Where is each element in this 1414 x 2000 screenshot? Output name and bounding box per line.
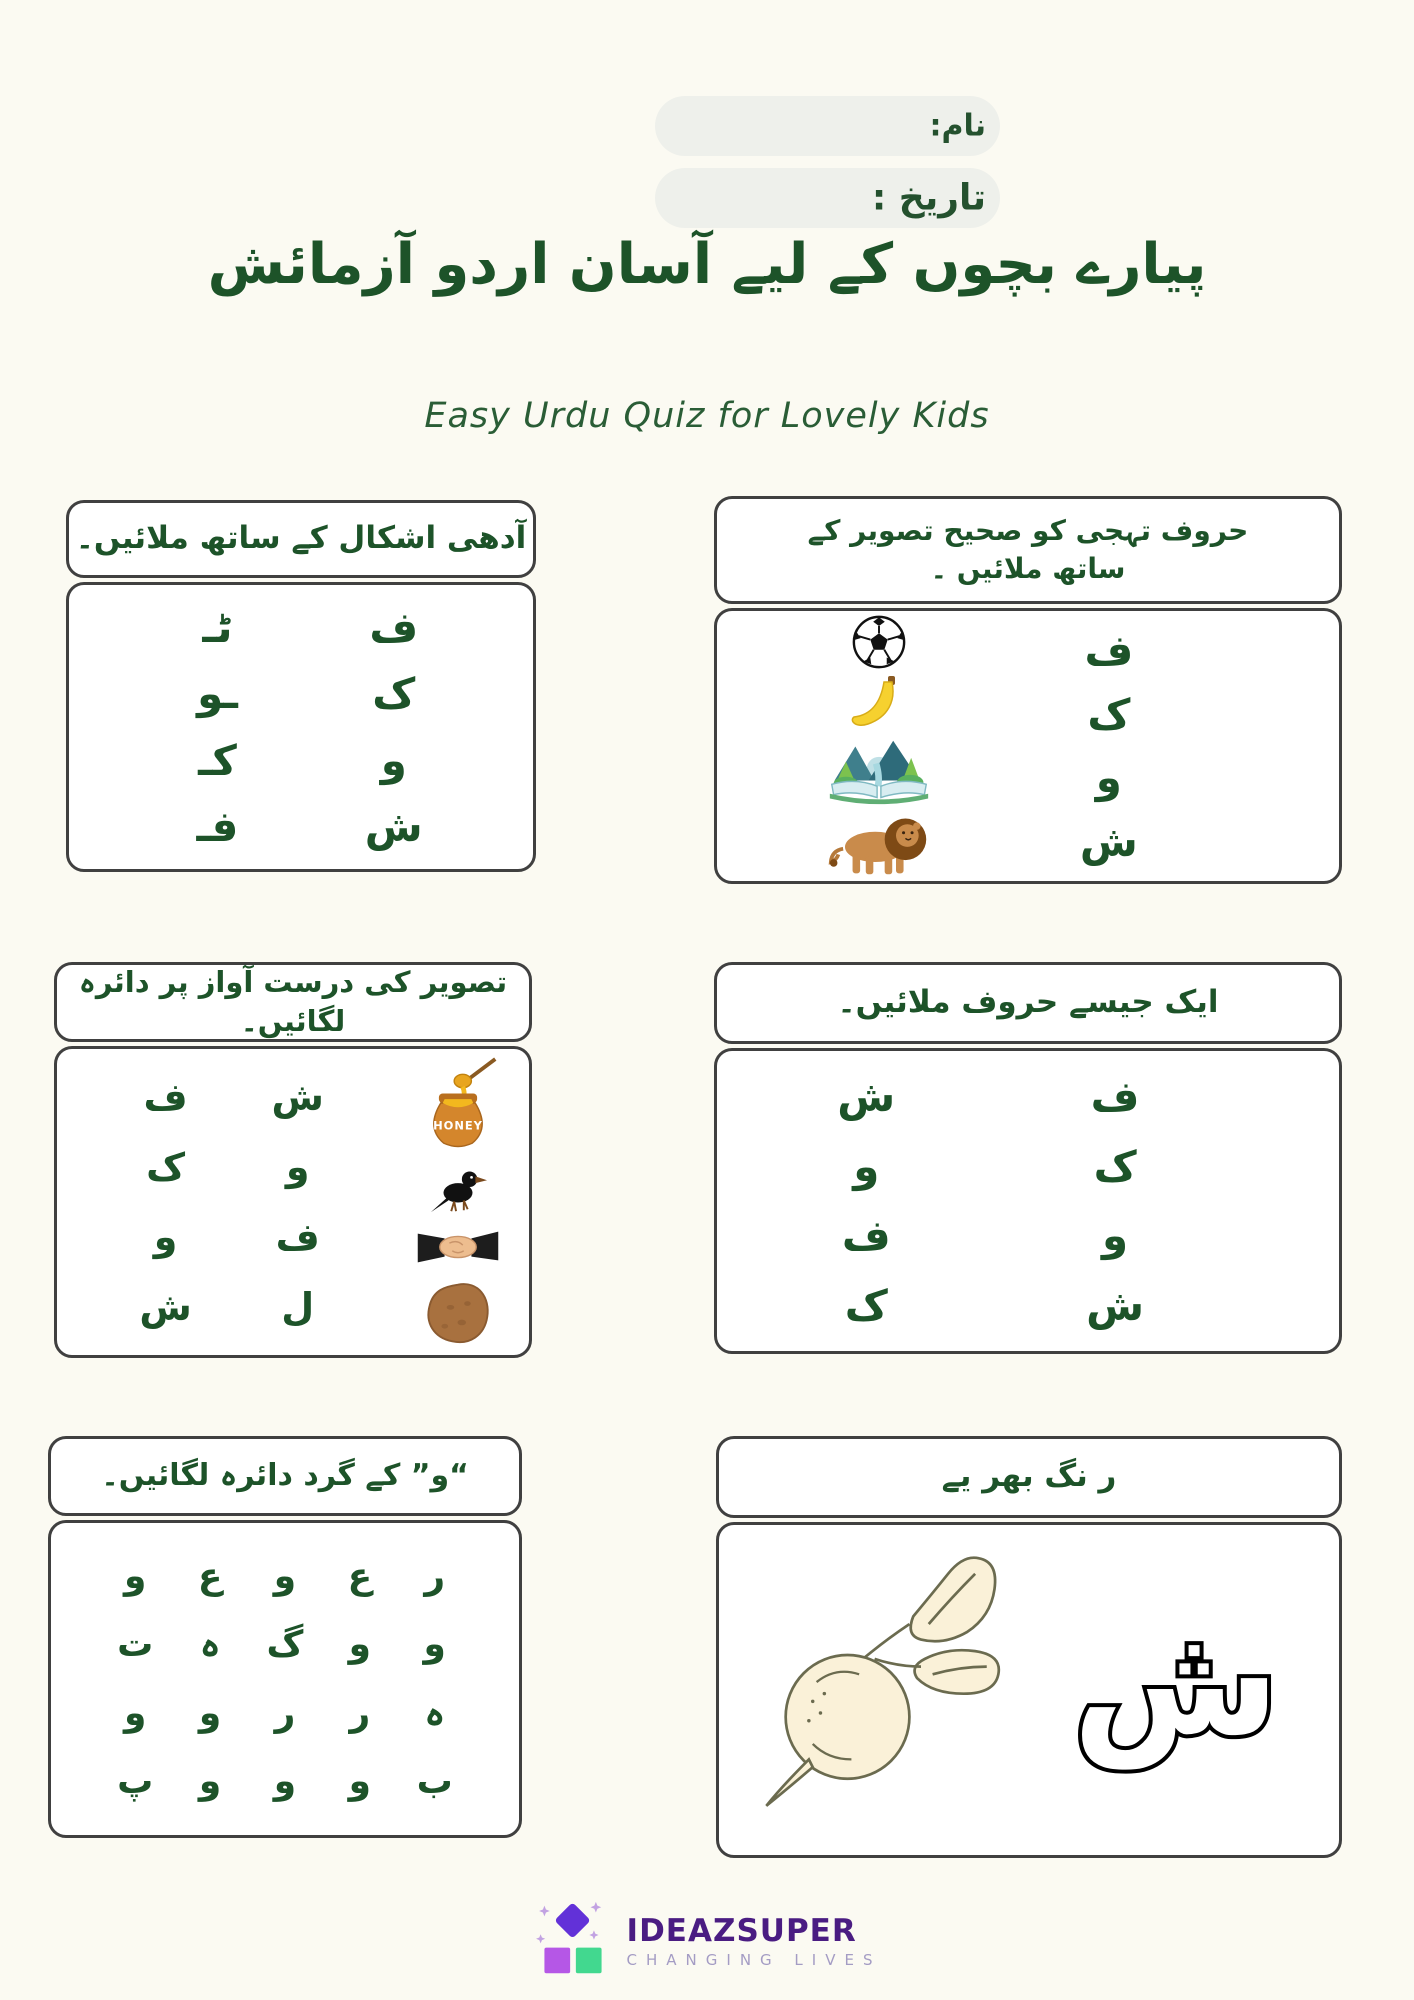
grid-letter: و bbox=[198, 1692, 222, 1734]
grid-letter: ب bbox=[416, 1761, 453, 1803]
grid-letter: ر bbox=[274, 1692, 296, 1734]
section-match-letter-picture bbox=[714, 496, 1342, 884]
match-letter: ش bbox=[1086, 1281, 1145, 1331]
left-letters-column bbox=[792, 1051, 941, 1351]
target-letter: ک bbox=[1087, 689, 1131, 739]
name-label: نام: bbox=[929, 108, 986, 144]
grid-letter: و bbox=[124, 1692, 147, 1734]
grid-letter: ع bbox=[347, 1555, 373, 1597]
full-letter: ش bbox=[364, 802, 423, 852]
grid-letter: و bbox=[124, 1555, 147, 1597]
outline-letter bbox=[1061, 1575, 1291, 1785]
section-title: ر نگ بھر یے bbox=[716, 1436, 1342, 1518]
section-title: حروف تہجی کو صحیح تصویر کے ساتھ ملائیں ۔ bbox=[714, 496, 1342, 604]
footer-brand bbox=[0, 1898, 1414, 1984]
section-match-same-letters bbox=[714, 962, 1342, 1354]
brand-tagline: CHANGING LIVES bbox=[626, 1951, 882, 1969]
date-label: تاریخ : bbox=[871, 177, 986, 219]
grid-letter: ہ bbox=[199, 1624, 221, 1666]
handshake-image bbox=[417, 1224, 499, 1270]
match-letter: ف bbox=[841, 1211, 891, 1261]
section-body bbox=[48, 1520, 522, 1838]
half-shape-letter: ٹـ bbox=[202, 602, 233, 652]
section-body bbox=[714, 1048, 1342, 1354]
full-letter: ک bbox=[372, 669, 416, 719]
turnip-coloring-image bbox=[747, 1539, 1037, 1829]
half-shape-letter: فـ bbox=[196, 802, 239, 852]
page-title: پیارے بچوں کے لیے آسان اردو آزمائش bbox=[207, 232, 1207, 297]
match-letter: و bbox=[853, 1141, 880, 1191]
brand-logo-icon bbox=[533, 1898, 613, 1984]
letters-column bbox=[1053, 611, 1165, 881]
pictures-column bbox=[767, 611, 991, 881]
right-letters-column bbox=[1040, 1051, 1189, 1351]
grid-letter: و bbox=[198, 1761, 222, 1803]
target-letter: و bbox=[1095, 753, 1122, 803]
section-body bbox=[66, 582, 536, 872]
section-body bbox=[714, 608, 1342, 884]
full-letter: ف bbox=[369, 602, 419, 652]
option-column-middle bbox=[255, 1049, 340, 1355]
date-input[interactable] bbox=[655, 168, 1000, 228]
page-subtitle: Easy Urdu Quiz for Lovely Kids bbox=[424, 396, 990, 436]
option-letter: ف bbox=[275, 1215, 320, 1259]
crow-image bbox=[427, 1158, 489, 1216]
section-body bbox=[54, 1046, 532, 1358]
grid-letter: پ bbox=[117, 1761, 154, 1803]
banana-image bbox=[846, 673, 912, 733]
brand-name: IDEAZSUPER bbox=[626, 1913, 857, 1949]
lion-image bbox=[826, 811, 932, 879]
section-title: تصویر کی درست آواز پر دائرہ لگائیں۔ bbox=[54, 962, 532, 1042]
section-title: “و” کے گرد دائرہ لگائیں۔ bbox=[48, 1436, 522, 1516]
option-letter: ک bbox=[146, 1145, 186, 1189]
target-letter: ف bbox=[1084, 625, 1134, 675]
match-letter: ف bbox=[1090, 1071, 1140, 1121]
section-fill-color bbox=[716, 1436, 1342, 1858]
grid-letter: و bbox=[348, 1761, 372, 1803]
option-column-left bbox=[123, 1049, 208, 1355]
potato-image bbox=[420, 1279, 496, 1347]
section-title: ایک جیسے حروف ملائیں۔ bbox=[714, 962, 1342, 1044]
option-letter: ف bbox=[143, 1075, 188, 1119]
grid-letter: ت bbox=[117, 1624, 154, 1666]
match-letter: و bbox=[1102, 1211, 1129, 1261]
honey-pot-image bbox=[415, 1057, 501, 1149]
grid-letter: و bbox=[273, 1761, 297, 1803]
valley-book-image bbox=[827, 735, 931, 809]
section-body bbox=[716, 1522, 1342, 1858]
grid-letter: و bbox=[348, 1624, 372, 1666]
full-letters-column bbox=[329, 585, 459, 869]
section-circle-correct-sound bbox=[54, 962, 532, 1358]
letter-grid bbox=[98, 1542, 472, 1817]
match-letter: ک bbox=[844, 1281, 888, 1331]
grid-letter: ہ bbox=[424, 1692, 446, 1734]
half-shapes-column bbox=[153, 585, 283, 869]
option-letter: و bbox=[285, 1145, 310, 1189]
section-circle-waw bbox=[48, 1436, 522, 1838]
half-shape-letter: ـو bbox=[197, 669, 238, 719]
grid-letter: ر bbox=[424, 1555, 446, 1597]
outline-letter-glyph: ش bbox=[1072, 1595, 1280, 1769]
option-letter: و bbox=[153, 1215, 178, 1259]
match-letter: ک bbox=[1093, 1141, 1137, 1191]
full-letter: و bbox=[380, 735, 407, 785]
grid-letter: ر bbox=[349, 1692, 371, 1734]
grid-letter: و bbox=[423, 1624, 446, 1666]
option-letter: ش bbox=[139, 1285, 192, 1329]
half-shape-letter: کـ bbox=[198, 735, 237, 785]
grid-letter: و bbox=[273, 1555, 297, 1597]
option-letter: ش bbox=[271, 1075, 324, 1119]
pictures-column bbox=[397, 1049, 520, 1355]
section-title: آدھی اشکال کے ساتھ ملائیں۔ bbox=[66, 500, 536, 578]
football-image bbox=[850, 613, 908, 671]
option-letter: ل bbox=[281, 1285, 315, 1329]
grid-letter: گ bbox=[266, 1624, 304, 1666]
match-letter: ش bbox=[837, 1071, 896, 1121]
honey-label: HONEY bbox=[433, 1119, 484, 1134]
name-input[interactable] bbox=[655, 96, 1000, 156]
grid-letter: ع bbox=[197, 1555, 223, 1597]
target-letter: ش bbox=[1079, 817, 1138, 867]
section-match-half-shapes bbox=[66, 500, 536, 872]
